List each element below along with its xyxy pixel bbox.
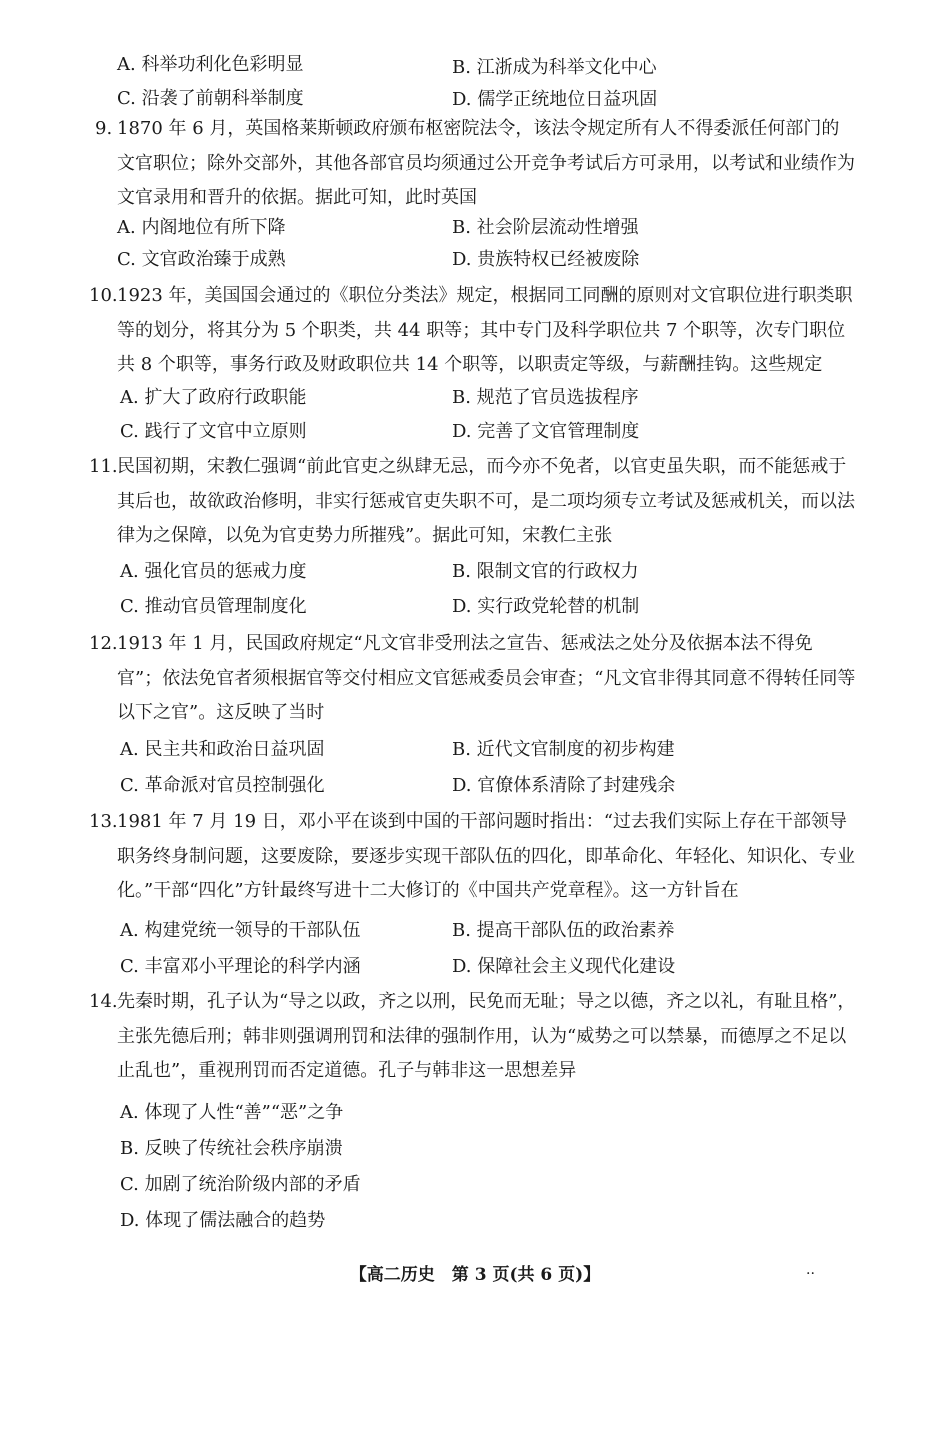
q13-option-d: D. 保障社会主义现代化建设 [452,956,676,977]
q9-text: 1870 年 6 月，英国格莱斯顿政府颁布枢密院法令，该法令规定所有人不得委派任何部门的文官职位；除外交部外，其他各部官员均须通过公开竞争考试后方可录用，以考试和业绩作为文官录用和晋升的依据。据此可知，此时英国 [117,118,855,208]
q10-text: 1923 年，美国国会通过的《职位分类法》规定，根据同工同酬的原则对文官职位进行职类职等的划分，将其分为 5 个职类，共 44 职等；其中专门及科学职位共 7 个职等，次专门职位共 8 个职等，事务行政及财政职位共 14 个职等，以职责定等级，与薪酬挂钩。这些规定 [117,285,853,375]
q14-text: 先秦时期，孔子认为“导之以政，齐之以刑，民免而无耻；导之以德，齐之以礼，有耻且格”，主张先德后刑；韩非则强调刑罚和法律的强制作用，认为“威势之可以禁暴，而德厚之不足以止乱也”，重视刑罚而否定道德。孔子与韩非这一思想差异 [117,991,856,1081]
q14-number: 14. [89,991,118,1012]
q11-option-b: B. 限制文官的行政权力 [452,561,639,582]
q13-option-c: C. 丰富邓小平理论的科学内涵 [120,956,361,977]
q10-option-b: B. 规范了官员选拔程序 [452,387,639,408]
q9-stem [95,112,857,216]
q12-option-d: D. 官僚体系清除了封建残余 [452,775,676,796]
page-footer: 【高二历史 第 3 页(共 6 页)】 [349,1265,601,1285]
q8-option-c: C. 沿袭了前朝科举制度 [117,88,304,109]
q14-option-d: D. 体现了儒法融合的趋势 [120,1210,326,1231]
q13-stem [89,805,857,909]
q13-option-b: B. 提高干部队伍的政治素养 [452,920,675,941]
q14-stem [89,985,857,1089]
q9-option-c: C. 文官政治臻于成熟 [117,249,286,270]
q11-number: 11. [89,456,118,477]
q10-option-c: C. 践行了文官中立原则 [120,421,307,442]
q10-option-d: D. 完善了文官管理制度 [452,421,640,442]
q10-option-a: A. 扩大了政府行政职能 [120,387,307,408]
q11-stem [89,450,857,554]
q12-option-b: B. 近代文官制度的初步构建 [452,739,675,760]
q13-option-a: A. 构建党统一领导的干部队伍 [120,920,361,941]
q12-option-a: A. 民主共和政治日益巩固 [120,739,325,760]
q10-stem [89,279,857,383]
q9-number: 9. [95,118,113,139]
q8-option-d: D. 儒学正统地位日益巩固 [452,89,658,110]
q10-number: 10. [89,285,118,306]
q9-option-d: D. 贵族特权已经被废除 [452,249,640,270]
q11-text: 民国初期，宋教仁强调“前此官吏之纵肆无忌，而今亦不免者，以官吏虽失职，而不能惩戒于其后也，故欲政治修明，非实行惩戒官吏失职不可，是二项均须专立考试及惩戒机关，而以法律为之保障，以免为官吏势力所摧残”。据此可知，宋教仁主张 [117,456,855,546]
q14-option-c: C. 加剧了统治阶级内部的矛盾 [120,1174,361,1195]
q13-text: 1981 年 7 月 19 日，邓小平在谈到中国的干部问题时指出：“过去我们实际上存在干部领导职务终身制问题，这要废除，要逐步实现干部队伍的四化，即革命化、年轻化、知识化、专业化。”干部“四化”方针最终写进十二大修订的《中国共产党章程》。这一方针旨在 [117,811,855,901]
q12-text: 1913 年 1 月，民国政府规定“凡文官非受刑法之宣告、惩戒法之处分及依据本法不得免官”；依法免官者须根据官等交付相应文官惩戒委员会审查；“凡文官非得其同意不得转任同等以下之官”。这反映了当时 [117,633,856,723]
q11-option-a: A. 强化官员的惩戒力度 [120,561,307,582]
footer-mark: .. [806,1262,815,1278]
q8-option-b: B. 江浙成为科举文化中心 [452,57,657,78]
q9-option-b: B. 社会阶层流动性增强 [452,217,639,238]
q11-option-d: D. 实行政党轮替的机制 [452,596,640,617]
q8-option-a: A. 科举功利化色彩明显 [117,54,304,75]
q12-number: 12. [89,633,118,654]
q14-option-b: B. 反映了传统社会秩序崩溃 [120,1138,343,1159]
q12-option-c: C. 革命派对官员控制强化 [120,775,325,796]
q14-option-a: A. 体现了人性“善”“恶”之争 [120,1102,344,1123]
q11-option-c: C. 推动官员管理制度化 [120,596,307,617]
q12-stem [89,627,857,731]
q9-option-a: A. 内阁地位有所下降 [117,217,286,238]
q13-number: 13. [89,811,118,832]
